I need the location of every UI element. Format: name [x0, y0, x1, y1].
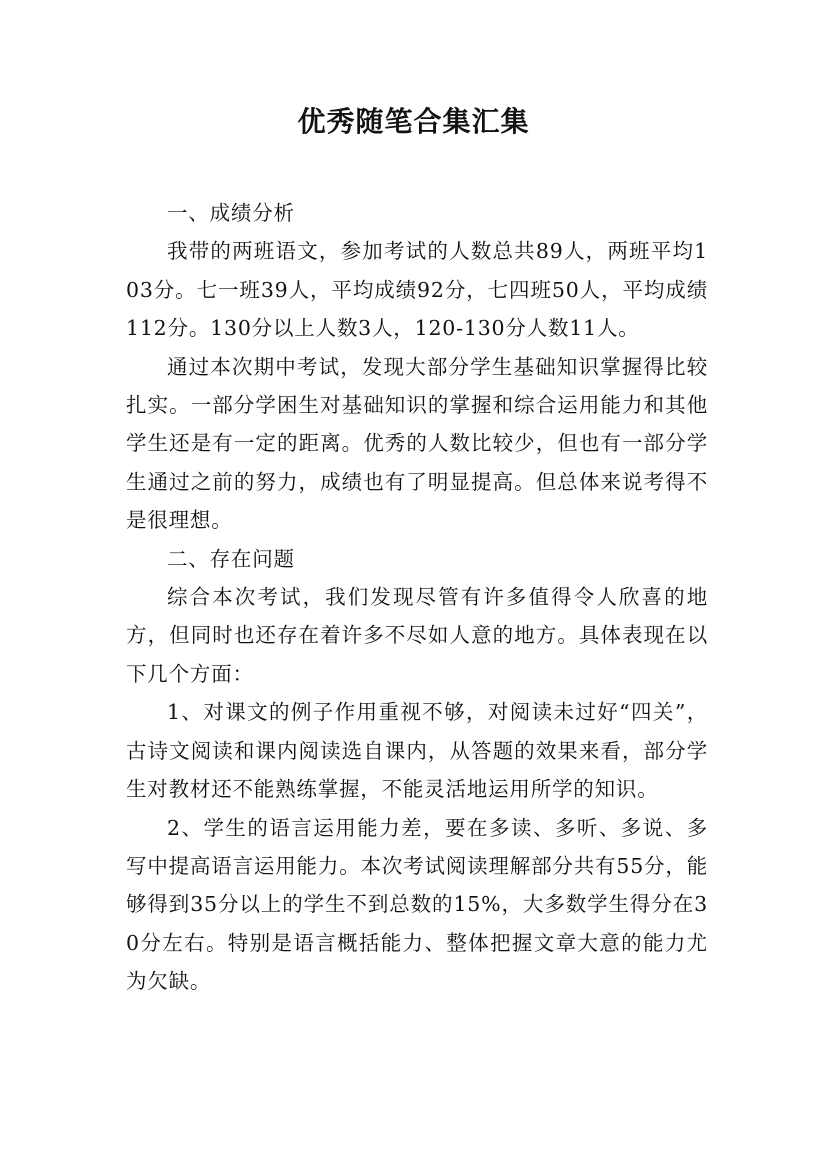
paragraph-midterm-observation: 通过本次期中考试，发现大部分学生基础知识掌握得比较扎实。一部分学困生对基础知识的掌握和综合运用能力和其他学生还是有一定的距离。优秀的人数比较少，但也有一部分学生通过之前的努力，成绩也有了明显提高。但总体来说考得不是很理想。: [126, 354, 708, 533]
paragraph-problem-1: 1、对课文的例子作用重视不够，对阅读未过好“四关”，古诗文阅读和课内阅读选自课内，从答题的效果来看，部分学生对教材还不能熟练掌握，不能灵活地运用所学的知识。: [126, 700, 708, 802]
document-body: [126, 194, 708, 1001]
paragraph-problem-2: 2、学生的语言运用能力差，要在多读、多听、多说、多写中提高语言运用能力。本次考试阅读理解部分共有55分，能够得到35分以上的学生不到总数的15%，大多数学生得分在30分左右。特别是语言概括能力、整体把握文章大意的能力尤为欠缺。: [126, 815, 708, 994]
paragraph-problems-intro: 综合本次考试，我们发现尽管有许多值得令人欣喜的地方，但同时也还存在着许多不尽如人意的地方。具体表现在以下几个方面：: [126, 585, 708, 686]
section-heading-score-analysis: 一、成绩分析: [167, 201, 295, 225]
section-heading-problems: 二、存在问题: [167, 546, 295, 571]
document-title: 优秀随笔合集汇集: [297, 105, 530, 138]
paragraph-score-summary: 我带的两班语文，参加考试的人数总共89人，两班平均103分。七一班39人，平均成绩92分，七四班50人，平均成绩112分。130分以上人数3人，120-130分人数11人。: [126, 239, 708, 341]
